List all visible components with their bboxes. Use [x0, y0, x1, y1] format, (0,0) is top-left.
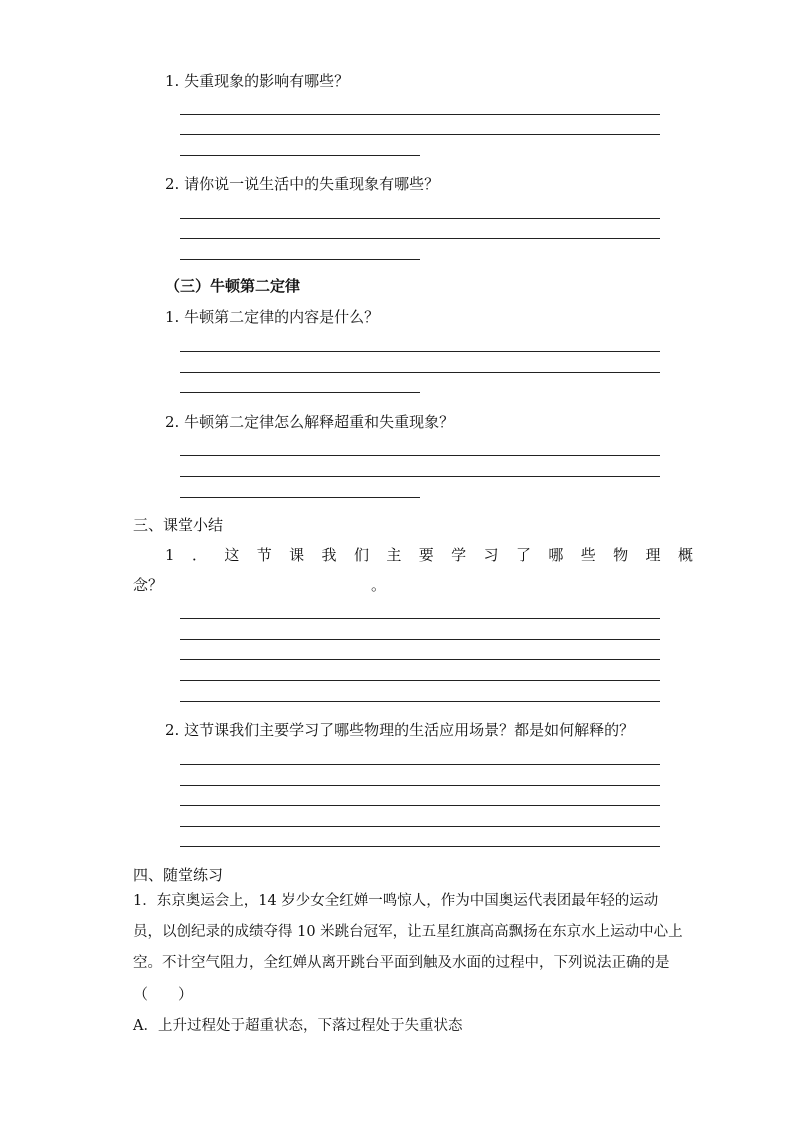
answer-line — [180, 618, 660, 619]
answer-line — [180, 476, 660, 477]
practice-question-1-line-2: 员，以创纪录的成绩夺得 10 米跳台冠军，让五星红旗高高飘扬在东京水上运动中心上 — [133, 924, 683, 940]
answer-line — [180, 659, 660, 660]
answer-line — [180, 134, 660, 135]
answer-line — [180, 259, 420, 260]
section-heading-practice: 四、随堂练习 — [133, 866, 224, 884]
summary-question-1-period: 。 — [371, 576, 387, 594]
answer-line — [180, 785, 660, 786]
answer-line — [180, 846, 660, 847]
practice-question-1-line-1: 1．东京奥运会上，14 岁少女全红婵一鸣惊人，作为中国奥运代表团最年轻的运动 — [133, 893, 659, 909]
answer-line — [180, 701, 660, 702]
answer-line — [180, 392, 420, 393]
section-heading-summary: 三、课堂小结 — [133, 516, 224, 534]
practice-question-1-line-3: 空。不计空气阻力，全红婵从离开跳台平面到触及水面的过程中，下列说法正确的是 — [133, 955, 670, 971]
question-newton-law-explain: 2. 牛顿第二定律怎么解释超重和失重现象？ — [165, 413, 455, 431]
answer-line — [180, 114, 660, 115]
answer-line — [180, 639, 660, 640]
summary-question-2: 2. 这节课我们主要学习了哪些物理的生活应用场景？都是如何解释的？ — [165, 721, 635, 739]
summary-question-1-continued: 念？ — [133, 576, 164, 594]
question-newton-law-content: 1. 牛顿第二定律的内容是什么？ — [165, 308, 380, 326]
question-weightlessness-examples: 2. 请你说一说生活中的失重现象有哪些？ — [165, 175, 440, 193]
answer-bracket: （ ） — [133, 985, 194, 1003]
option-a: A．上升过程处于超重状态，下落过程处于失重状态 — [133, 1018, 463, 1034]
summary-question-1: 1．这节课我们主要学习了哪些物理概 — [165, 546, 711, 564]
answer-line — [180, 680, 660, 681]
answer-line — [180, 497, 420, 498]
answer-line — [180, 372, 660, 373]
answer-line — [180, 826, 660, 827]
answer-line — [180, 351, 660, 352]
answer-line — [180, 805, 660, 806]
answer-line — [180, 155, 420, 156]
answer-line — [180, 218, 660, 219]
section-heading-newton-second-law: （三）牛顿第二定律 — [165, 277, 301, 295]
answer-line — [180, 455, 660, 456]
answer-line — [180, 764, 660, 765]
answer-line — [180, 238, 660, 239]
question-weightlessness-effects: 1. 失重现象的影响有哪些？ — [165, 72, 350, 90]
